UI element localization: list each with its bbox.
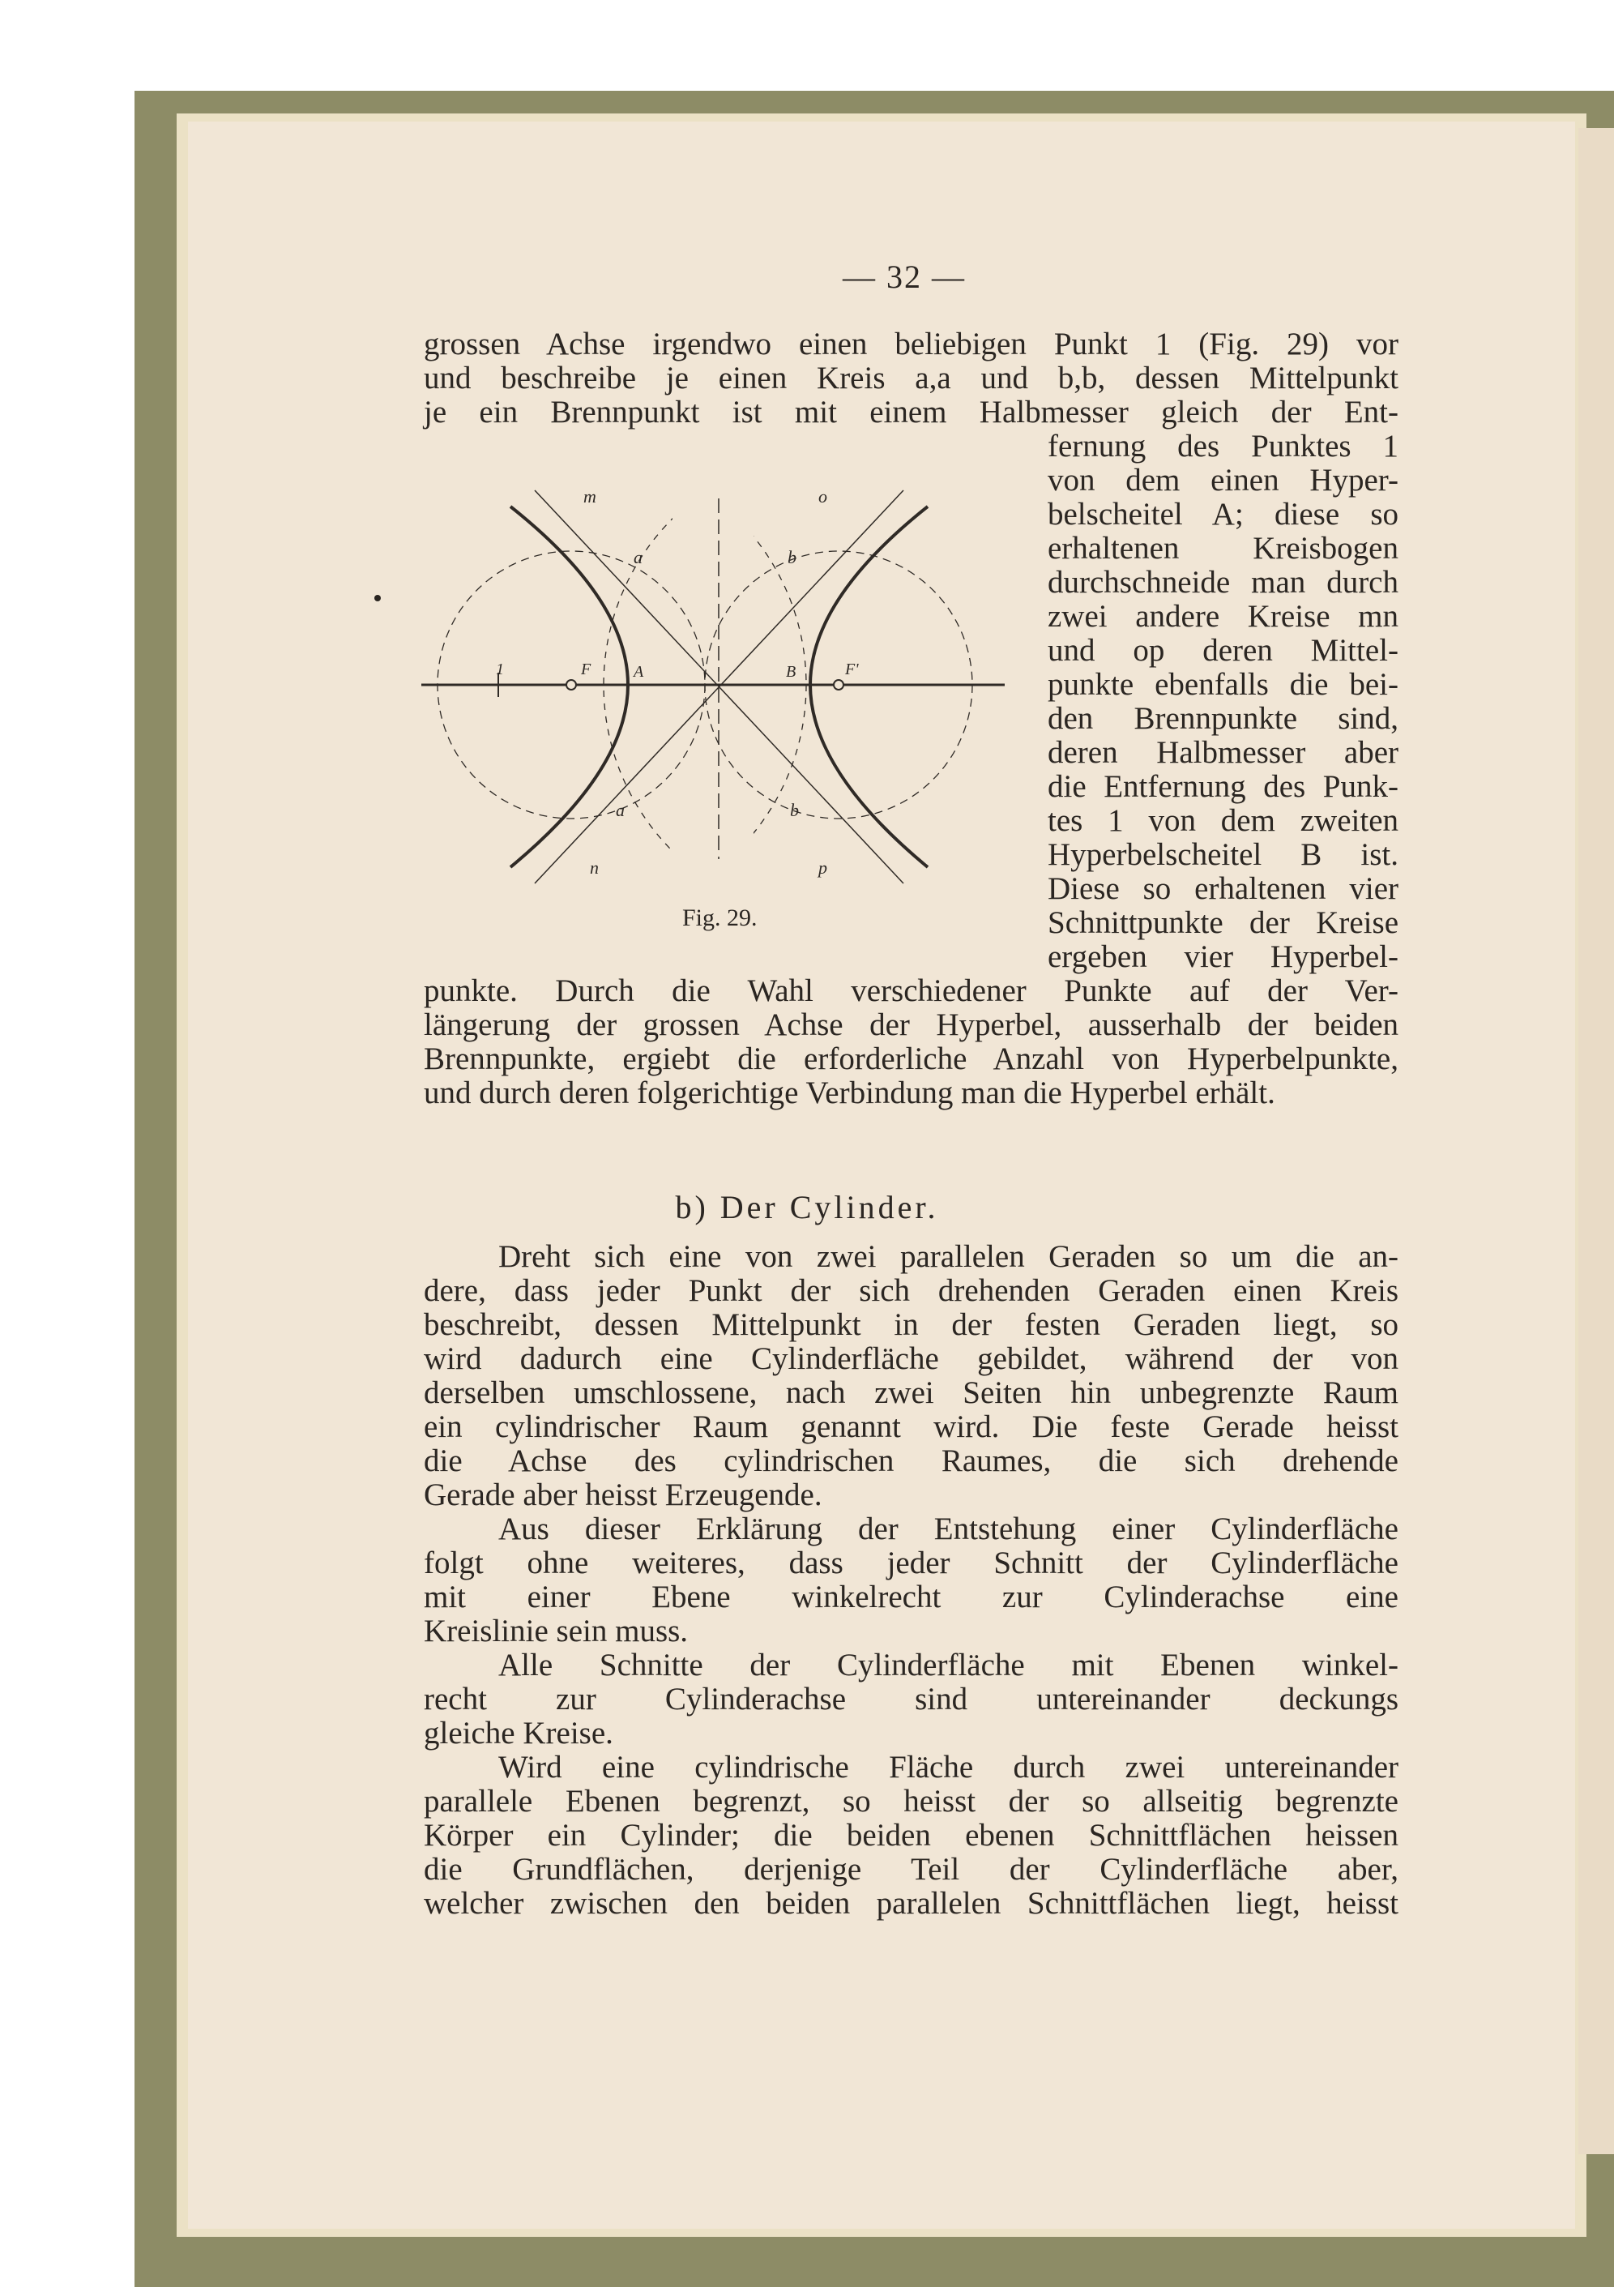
text-line: gleiche Kreise. <box>424 1716 613 1751</box>
page-number: — 32 — <box>843 259 966 295</box>
text-line: punkte. Durch die Wahl verschiedener Punkte auf der Ver- <box>424 973 1398 1008</box>
paragraph-cylinder-4 <box>424 1751 1398 1921</box>
text-line: dere, dass jeder Punkt der sich drehenden Geraden einen Kreis <box>424 1273 1398 1308</box>
label-m: m <box>583 486 596 507</box>
text-line: belscheitel A; diese so <box>1048 497 1398 532</box>
text-line: die Achse des cylindrischen Raumes, die sich drehende <box>424 1443 1398 1478</box>
label-b-upper: b <box>788 547 796 567</box>
text-line: ein cylindrischer Raum genannt wird. Die feste Gerade heisst <box>424 1409 1398 1444</box>
text-line: recht zur Cylinderachse sind untereinander deckungs <box>424 1682 1398 1717</box>
label-b-lower: b <box>790 800 799 820</box>
label-a-upper: a <box>634 547 643 567</box>
text-line: Gerade aber heisst Erzeugende. <box>424 1477 822 1512</box>
label-o: o <box>818 486 827 507</box>
text-line: Kreislinie sein muss. <box>424 1614 689 1648</box>
text-line: von dem einen Hyper- <box>1048 463 1398 498</box>
text-line: beschreibt, dessen Mittelpunkt in der festen Geraden liegt, so <box>424 1307 1398 1342</box>
paragraph-top <box>424 327 1398 430</box>
ink-dot <box>374 595 381 601</box>
facing-page-edge <box>1578 128 1614 2154</box>
text-line: mit einer Ebene winkelrecht zur Cylinderachse eine <box>424 1580 1398 1614</box>
text-line: die Entfernung des Punk- <box>1048 769 1398 804</box>
paragraph-cylinder-1 <box>424 1240 1398 1512</box>
label-B: B <box>786 663 796 681</box>
text-line: Brennpunkte, ergiebt die erforderliche Anzahl von Hyperbelpunkte, <box>424 1041 1398 1076</box>
circle-op <box>421 470 806 908</box>
text-line: Diese so erhaltenen vier <box>1048 871 1398 906</box>
text-line: Schnittpunkte der Kreise <box>1048 905 1398 940</box>
label-n: n <box>590 857 599 878</box>
hyperbola-right-branch <box>810 507 928 867</box>
text-line: Aus dieser Erklärung der Entstehung einer Cylinderfläche <box>498 1511 1398 1546</box>
text-line: durchschneide man durch <box>1048 565 1398 600</box>
text-line: Hyperbelscheitel B ist. <box>1048 837 1398 872</box>
figure-caption: Fig. 29. <box>682 904 758 931</box>
paragraph-cylinder-3 <box>424 1648 1398 1751</box>
label-p: p <box>818 857 827 878</box>
paragraph-beside-figure <box>1048 430 1398 974</box>
text-line: parallele Ebenen begrenzt, so heisst der so allseitig begrenzte <box>424 1784 1398 1819</box>
circle-mn <box>604 470 1005 908</box>
text-line: deren Halbmesser aber <box>1048 735 1398 770</box>
label-A: A <box>634 663 644 681</box>
figure-29-hyperbola <box>421 470 1005 908</box>
label-F-prime: F' <box>845 661 859 678</box>
text-line: folgt ohne weiteres, dass jeder Schnitt der Cylinderfläche <box>424 1546 1398 1580</box>
text-line: zwei andere Kreise mn <box>1048 599 1398 634</box>
text-line: Dreht sich eine von zwei parallelen Geraden so um die an- <box>498 1239 1398 1274</box>
label-1: 1 <box>496 661 504 678</box>
section-heading: b) Der Cylinder. <box>675 1189 939 1225</box>
label-a-lower: a <box>616 800 625 820</box>
paragraph-after-figure <box>424 974 1398 1110</box>
text-line: je ein Brennpunkt ist mit einem Halbmesser gleich der Ent- <box>424 395 1398 430</box>
label-F: F <box>581 661 591 678</box>
text-line: Wird eine cylindrische Fläche durch zwei untereinander <box>498 1750 1398 1785</box>
text-line: erhaltenen Kreisbogen <box>1048 531 1398 566</box>
text-line: Alle Schnitte der Cylinderfläche mit Ebenen winkel- <box>498 1648 1398 1682</box>
text-line: und beschreibe je einen Kreis a,a und b,b, dessen Mittelpunkt <box>424 361 1398 395</box>
paragraph-cylinder-2 <box>424 1512 1398 1648</box>
text-line: die Grundflächen, derjenige Teil der Cylinderfläche aber, <box>424 1852 1398 1887</box>
text-line: den Brennpunkte sind, <box>1048 701 1398 736</box>
text-line: und durch deren folgerichtige Verbindung man die Hyperbel erhält. <box>424 1075 1275 1110</box>
text-line: längerung der grossen Achse der Hyperbel, ausserhalb der beiden <box>424 1007 1398 1042</box>
text-line: grossen Achse irgendwo einen beliebigen Punkt 1 (Fig. 29) vor <box>424 327 1398 361</box>
text-line: und op deren Mittel- <box>1048 633 1398 668</box>
text-line: wird dadurch eine Cylinderfläche gebildet, während der von <box>424 1341 1398 1376</box>
text-line: ergeben vier Hyperbel- <box>1048 939 1398 974</box>
text-line: derselben umschlossene, nach zwei Seiten hin unbegrenzte Raum <box>424 1375 1398 1410</box>
text-line: Körper ein Cylinder; die beiden ebenen Schnittflächen heissen <box>424 1818 1398 1853</box>
text-line: punkte ebenfalls die bei- <box>1048 667 1398 702</box>
text-line: tes 1 von dem zweiten <box>1048 803 1398 838</box>
text-line: welcher zwischen den beiden parallelen Schnittflächen liegt, heisst <box>424 1886 1398 1921</box>
focus-F-prime-point <box>834 680 843 690</box>
text-line: fernung des Punktes 1 <box>1048 429 1398 464</box>
focus-F-point <box>566 680 576 690</box>
